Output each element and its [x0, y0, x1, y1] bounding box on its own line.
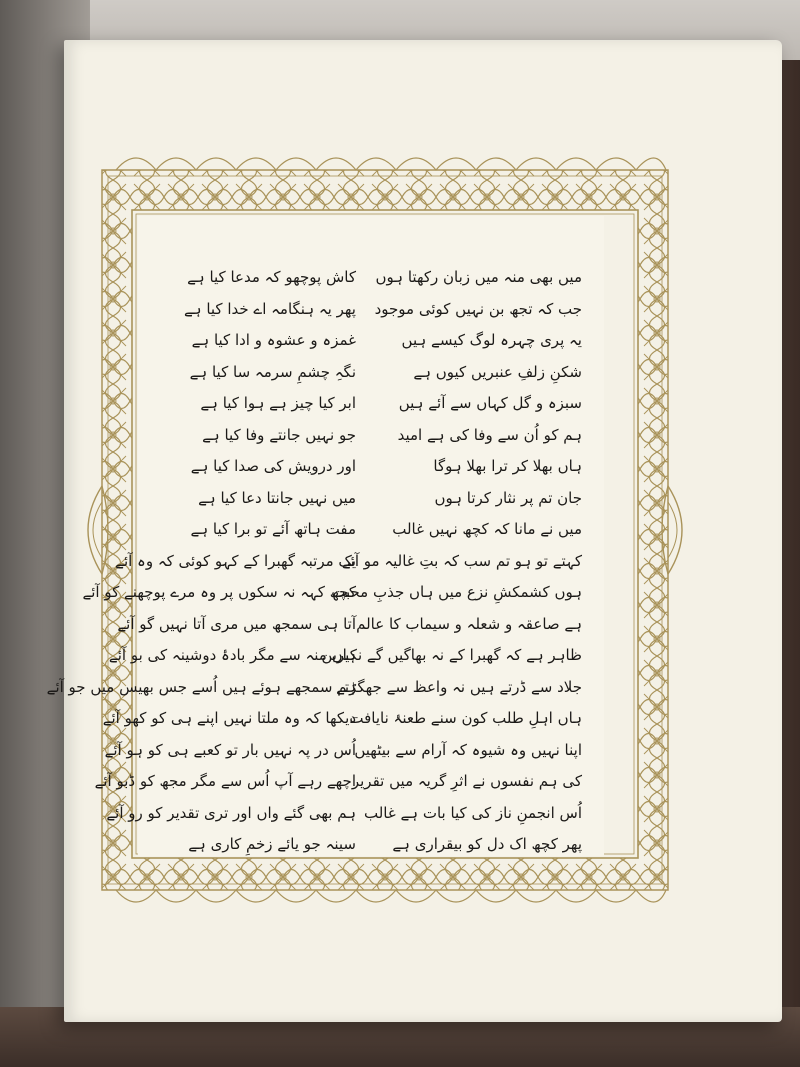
verse-line: ابر کیا چیز ہے ہوا کیا ہے [200, 394, 356, 412]
verse-line: ہم سمجھے ہوئے ہیں اُسے جس بھیس میں جو آئے [46, 677, 356, 696]
verse-line: کاش پوچھو کہ مدعا کیا ہے [187, 268, 356, 286]
verse-line: پھر کچھ اک دل کو بیقراری ہے [392, 835, 582, 853]
verse-line: جو نہیں جانتے وفا کیا ہے [202, 425, 356, 444]
verse-line: میں بھی منہ میں زبان رکھتا ہوں [375, 268, 582, 286]
verse-line: مفت ہاتھ آئے تو برا کیا ہے [190, 520, 356, 538]
verse-line: کی ہم نفسوں نے اثرِ گریہ میں تقریر [351, 772, 582, 790]
verse-line: ہم کو اُن سے وفا کی ہے امید [397, 425, 582, 444]
verse-line: سینہ جو یائے زخمِ کاری ہے [188, 835, 356, 853]
verse-line: ہاں منہ سے مگر بادۂ دوشینہ کی بو آئے [108, 646, 356, 664]
verse-line: اور درویش کی صدا کیا ہے [190, 457, 356, 475]
verse-line: ہے صاعقہ و شعلہ و سیماب کا عالم [356, 614, 582, 633]
verse-line: اچھے رہے آپ اُس سے مگر مجھ کو ڈبو آئے [94, 772, 356, 790]
verse-line: یک مرتبہ گھبرا کے کہو کوئی کہ وہ آئے [115, 551, 356, 570]
verse-line: ہوں کشمکشِ نزع میں ہاں جذبِ محبت [331, 583, 582, 601]
verse-line: جلاد سے ڈرتے ہیں نہ واعظ سے جھگڑتے [336, 677, 582, 696]
poem-column-right [321, 262, 582, 861]
verse-line: جان تم پر نثار کرتا ہوں [434, 488, 582, 507]
verse-line: ہاں اہلِ طلب کون سنے طعنۂ نایافت [349, 709, 582, 727]
verse-line: شکنِ زلفِ عنبریں کیوں ہے [413, 362, 582, 381]
verse-line: کچھ کہہ نہ سکوں پر وہ مرے پوچھنے کو آئے [82, 583, 356, 601]
verse-line: غمزہ و عشوہ و ادا کیا ہے [191, 331, 356, 349]
verse-line: نگہِ چشمِ سرمہ سا کیا ہے [189, 362, 356, 381]
verse-line: یہ پری چہرہ لوگ کیسے ہیں [401, 331, 582, 349]
verse-line: دیکھا کہ وہ ملتا نہیں اپنے ہی کو کھو آئے [102, 709, 356, 727]
verse-line: اُس انجمنِ ناز کی کیا بات ہے غالب [364, 803, 582, 822]
verse-line: کہتے تو ہو تم سب کہ بتِ غالیہ مو آئے [341, 551, 582, 570]
verse-line: ہم بھی گئے واں اور تری تقدیر کو رو آئے [106, 803, 356, 822]
verse-line: جب کہ تجھ بن نہیں کوئی موجود [374, 299, 582, 318]
verse-line: ہاں بھلا کر ترا بھلا ہوگا [433, 457, 582, 475]
verse-line: اُس در پہ نہیں بار تو کعبے ہی کو ہو آئے [104, 740, 356, 759]
verse-line: اپنا نہیں وہ شیوہ کہ آرام سے بیٹھیں [354, 740, 582, 759]
verse-line: میں نہیں جانتا دعا کیا ہے [198, 488, 356, 507]
verse-line: آتا ہی سمجھ میں مری آتا نہیں گو آئے [117, 614, 356, 633]
poem-column-left [46, 262, 356, 861]
verse-line: پھر یہ ہنگامہ اے خدا کیا ہے [183, 299, 356, 318]
verse-line: سبزہ و گل کہاں سے آئے ہیں [398, 394, 582, 412]
verse-line: ظاہر ہے کہ گھبرا کے نہ بھاگیں گے نکیرین [321, 646, 582, 664]
verse-line: میں نے مانا کہ کچھ نہیں غالب [392, 520, 582, 538]
poem-panel [46, 216, 604, 856]
